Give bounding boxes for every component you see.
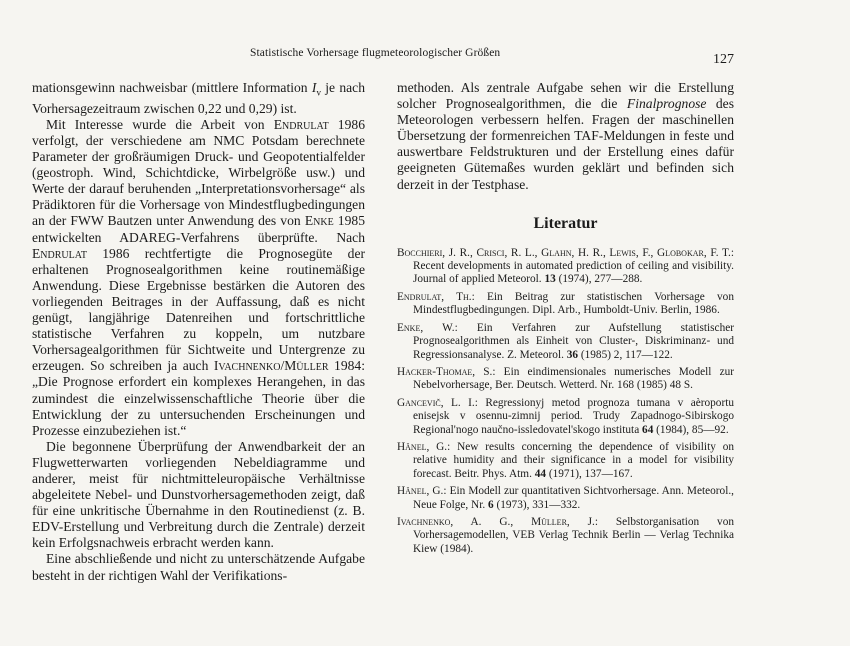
information-subscript: v	[316, 87, 321, 98]
reference-volume: 44	[534, 467, 547, 480]
reference-item: Hänel, G.: Ein Modell zur quantitativen Sichtvorhersage. Ann. Meteorol., Neue Folge, Nr. 6 (1973), 331—332.	[397, 485, 734, 511]
reference-list	[397, 247, 734, 557]
page-number: 127	[713, 52, 734, 67]
paragraph-5: methoden. Als zentrale Aufgabe sehen wir die Erstellung solcher Prognosealgorithmen, die die Finalprognose des Meteorologen verbessern helfen. Fragen der maschinellen Übersetzung der formenreichen TAF-Meldungen in feste und auswertbare Feldstrukturen und der Erstellung eines dafür geeigneten Gütemaßes wurden geklärt und befinden sich derzeit in der Testphase.	[397, 80, 734, 192]
information-symbol: I	[311, 80, 317, 95]
reference-volume: 36	[566, 348, 579, 361]
author-citation: Endrulat	[273, 116, 329, 132]
paragraph-1: mationsgewinn nachweisbar (mittlere Information $I_v$ je nach Vorhersagezeitraum zwischen 0,22 und 0,29) ist.	[32, 80, 365, 116]
reference-item: Gancevič, L. I.: Regressionyj metod prognoza tumana v aèroportu enisejsk v osennu-zimnij period. Trudy Zapadnogo-Sibirskogo Regional'nogo naučno-issledovatel'skogo instituta 64 (1984), 85—92.	[397, 396, 735, 436]
emphasis: Finalprognose	[626, 96, 707, 112]
left-column	[32, 80, 365, 584]
section-heading-literatur: Literatur	[533, 214, 598, 232]
reference-authors: Hänel, G.:	[397, 440, 451, 453]
reference-item: Enke, W.: Ein Verfahren zur Aufstellung statistischer Prognosealgorithmen als Einheit von Cluster-, Diskriminanz- und Regressionsanalyse. Z. Meteorol. 36 (1985) 2, 117—122.	[397, 321, 734, 361]
running-head: Statistische Vorhersage flugmeteorologischer Größen	[250, 47, 501, 59]
reference-authors: Bocchieri, J. R., Crisci, R. L., Glahn, H. R., Lewis, F., Globokar, F. T.:	[397, 246, 734, 259]
reference-item: Ivachnenko, A. G., Müller, J.: Selbstorganisation von Vorhersagemodellen, VEB Verlag Technik Berlin — Verlag Technika Kiew (1984).	[397, 515, 735, 555]
reference-volume: 64	[642, 423, 654, 436]
right-column	[397, 80, 734, 560]
reference-item: Hacker-Thomae, S.: Ein eindimensionales numerisches Modell zur Nebelvorhersage, Ber. Deutsch. Wetterd. Nr. 168 (1985) 48 S.	[397, 365, 734, 392]
reference-volume: 13	[544, 273, 556, 286]
paragraph-2: Mit Interesse wurde die Arbeit von Endrulat 1986 verfolgt, der verschiedene am NMC Potsdam berechnete Parameter der großräumigen Druck- und Geopotentialfelder (geostroph. Wind, Schichtdicke, Wirbelgröße usw.) und Werte der darauf beruhenden „Interpretationsvorhersage“ als Prädiktoren für die Vorhersage von Mindestflugbedingungen an der FWW Bautzen unter Anwendung des von Enke 1985 entwickelten ADAREG-Verfahrens überprüfte. Nach Endrulat 1986 rechtfertigte die Prognosegüte der erhaltenen Prognosealgorithmen keine routinemäßige Anwendung. Diese Ergebnisse bestärken die Autoren des vorliegenden Beitrages in der Auffassung, daß es nicht genügt, langjährige Datenreihen und fortschrittliche statistische Verfahren zu koppeln, um nutzbare Vorhersagealgorithmen für Sichtweite und Untergrenze zu erzeugen. So schreiben ja auch Ivachnenko/Müller 1984: „Die Prognose erfordert ein komplexes Herangehen, in das zumindest die einzelwissenschaftliche Theorie über die Entwicklung der zu untersuchenden Erscheinungen und Prozesse einzubeziehen ist.“	[32, 116, 365, 438]
reference-volume: 6	[488, 498, 494, 511]
reference-item: Hänel, G.: New results concerning the dependence of visibility on relative humidity and their significance in a model for visibility forecast. Beitr. Phys. Atm. 44 (1971), 137—167.	[397, 440, 734, 480]
reference-authors: Enke, W.:	[397, 321, 458, 334]
paragraph-4: Eine abschließende und nicht zu unterschätzende Aufgabe besteht in der richtigen Wahl der Verifikations-	[32, 551, 365, 583]
author-citation: Ivachnenko/Müller	[213, 358, 329, 374]
reference-item: Endrulat, Th.: Ein Beitrag zur statistischen Vorhersage von Mindestflugbedingungen. Dipl. Arb., Humboldt-Univ. Berlin, 1986.	[397, 290, 734, 317]
reference-authors: Hänel, G.:	[397, 485, 447, 498]
author-citation: Enke	[304, 213, 334, 229]
reference-item: Bocchieri, J. R., Crisci, R. L., Glahn, H. R., Lewis, F., Globokar, F. T.: Recent developments in automated prediction of ceiling and visibility. Journal of applied Meteorol. 13 (1974), 277—288.	[397, 246, 734, 286]
reference-authors: Endrulat, Th.:	[397, 290, 475, 303]
paragraph-3: Die begonnene Überprüfung der Anwendbarkeit der an Flugwetterwarten vorliegenden Nebeldiagramme und anderer, meist für nichtmitteleuropäische Verhältnisse abgeleitete Nebel- und Dunstvorhersagemethoden zeigt, daß für eine unkritische Übernahme in den Routinedienst (z. B. EDV-Erstellung und Verbreitung durch die Zentrale) derzeit kein Erfolgsnachweis erbracht werden kann.	[32, 438, 365, 551]
author-citation: Endrulat	[32, 245, 87, 261]
reference-authors: Gancevič, L. I.:	[397, 396, 478, 409]
reference-authors: Hacker-Thomae, S.:	[397, 365, 496, 378]
reference-authors: Ivachnenko, A. G., Müller, J.:	[397, 515, 598, 528]
